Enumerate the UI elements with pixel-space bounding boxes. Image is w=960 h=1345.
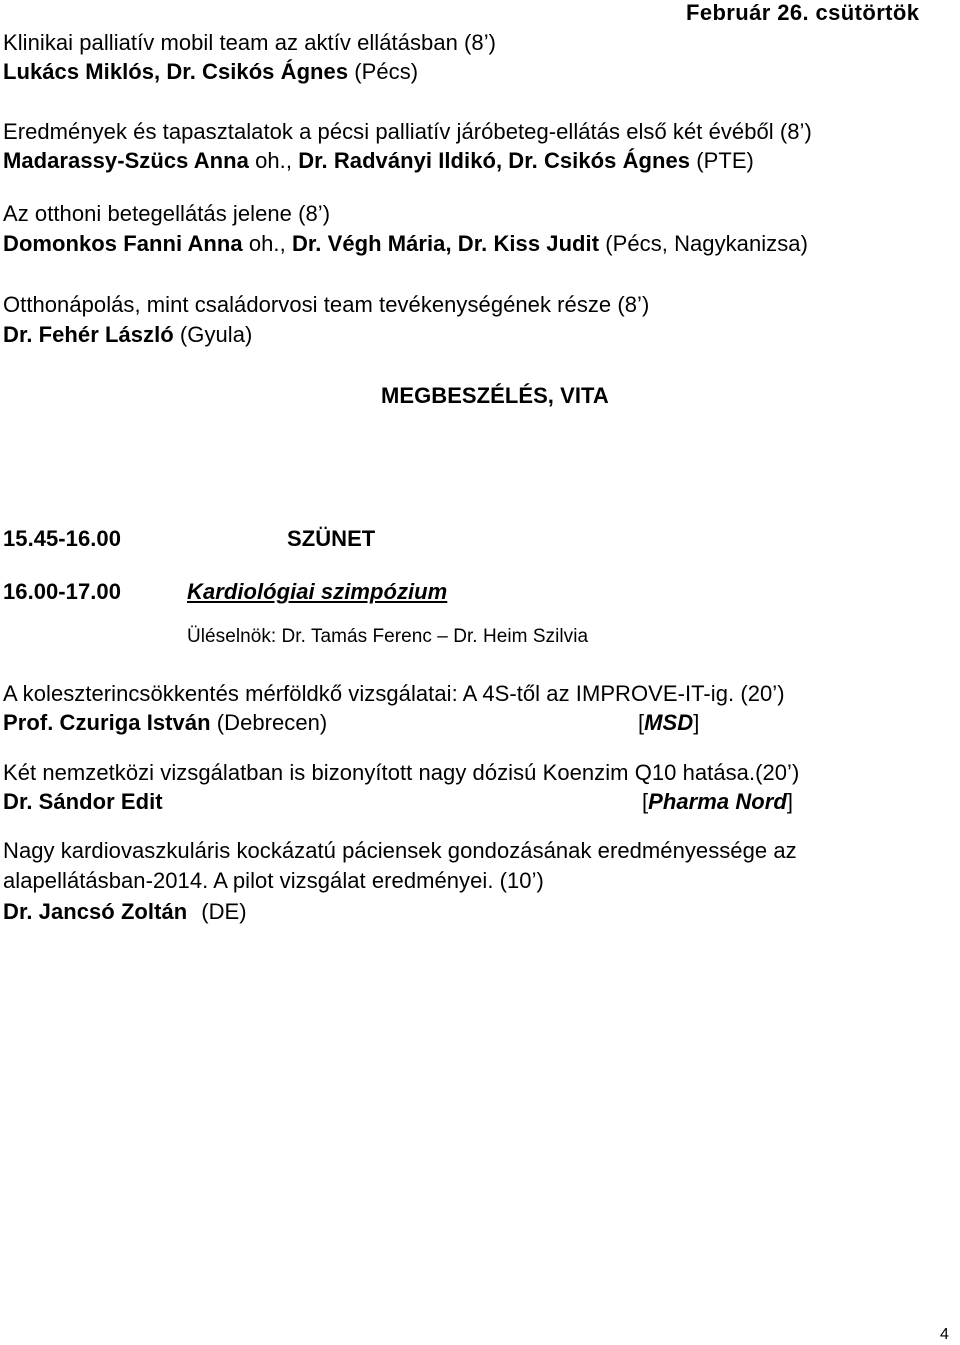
- sym2-sponsor: [Pharma Nord]: [642, 789, 794, 814]
- author-name: Domonkos Fanni Anna: [3, 231, 243, 256]
- talk1-authors: [3, 59, 418, 85]
- affiliation: (Gyula): [173, 322, 253, 347]
- discussion-heading: MEGBESZÉLÉS, VITA: [381, 383, 609, 408]
- author-name: Dr. Jancsó Zoltán: [3, 899, 188, 924]
- affiliation: (Pécs, Nagykanizsa): [599, 231, 808, 256]
- affiliation: (Pécs): [348, 59, 419, 84]
- symposium-time: 16.00-17.00: [3, 579, 121, 604]
- author-name: Dr. Fehér László: [3, 322, 174, 347]
- talk2-title: Eredmények és tapasztalatok a pécsi palliatív járóbeteg-ellátás első két évéből (8’): [3, 119, 812, 144]
- author-title: oh.,: [242, 231, 292, 256]
- sponsor-name: Pharma Nord: [648, 789, 787, 814]
- author-name: Dr. Radványi Ildikó, Dr. Csikós Ágnes: [298, 148, 691, 173]
- talk3-authors: [3, 231, 808, 257]
- author-name: Madarassy-Szücs Anna: [3, 148, 249, 173]
- page-number: 4: [940, 1326, 949, 1343]
- sym3-title-line2: alapellátásban-2014. A pilot vizsgálat eredményei. (10’): [3, 868, 544, 893]
- author-name: Prof. Czuriga István: [3, 710, 211, 735]
- author-name: Lukács Miklós, Dr. Csikós Ágnes: [3, 59, 349, 84]
- sym2-authors: Dr. Sándor Edit: [3, 789, 163, 814]
- affiliation: (Debrecen): [210, 710, 328, 735]
- affiliation: (PTE): [690, 148, 754, 173]
- sym1-title: A koleszterincsökkentés mérföldkő vizsgálatai: A 4S-től az IMPROVE-IT-ig. (20’): [3, 681, 785, 706]
- session-chairs: Üléselnök: Dr. Tamás Ferenc – Dr. Heim Szilvia: [187, 626, 589, 647]
- break-time: 15.45-16.00: [3, 526, 121, 551]
- talk1-title: Klinikai palliatív mobil team az aktív ellátásban (8’): [3, 30, 497, 55]
- sym1-sponsor: [MSD]: [638, 710, 700, 735]
- talk2-authors: [3, 148, 754, 174]
- symposium-title: Kardiológiai szimpózium: [187, 579, 448, 604]
- talk3-title: Az otthoni betegellátás jelene (8’): [3, 201, 331, 226]
- talk4-title: Otthonápolás, mint családorvosi team tevékenységének része (8’): [3, 292, 650, 317]
- author-title: oh.,: [248, 148, 299, 173]
- author-name: Dr. Végh Mária, Dr. Kiss Judit: [291, 231, 600, 256]
- date-header: Február 26. csütörtök: [686, 0, 920, 25]
- sym1-authors: [3, 710, 327, 736]
- sponsor-name: MSD: [644, 710, 694, 735]
- sym3-authors: [3, 899, 247, 925]
- sym2-title: Két nemzetközi vizsgálatban is bizonyított nagy dózisú Koenzim Q10 hatása.(20’): [3, 760, 800, 785]
- affiliation: (DE): [201, 899, 247, 924]
- talk4-authors: [3, 322, 252, 348]
- break-label: SZÜNET: [287, 526, 376, 551]
- sym3-title-line1: Nagy kardiovaszkuláris kockázatú páciensek gondozásának eredményessége az: [3, 838, 797, 863]
